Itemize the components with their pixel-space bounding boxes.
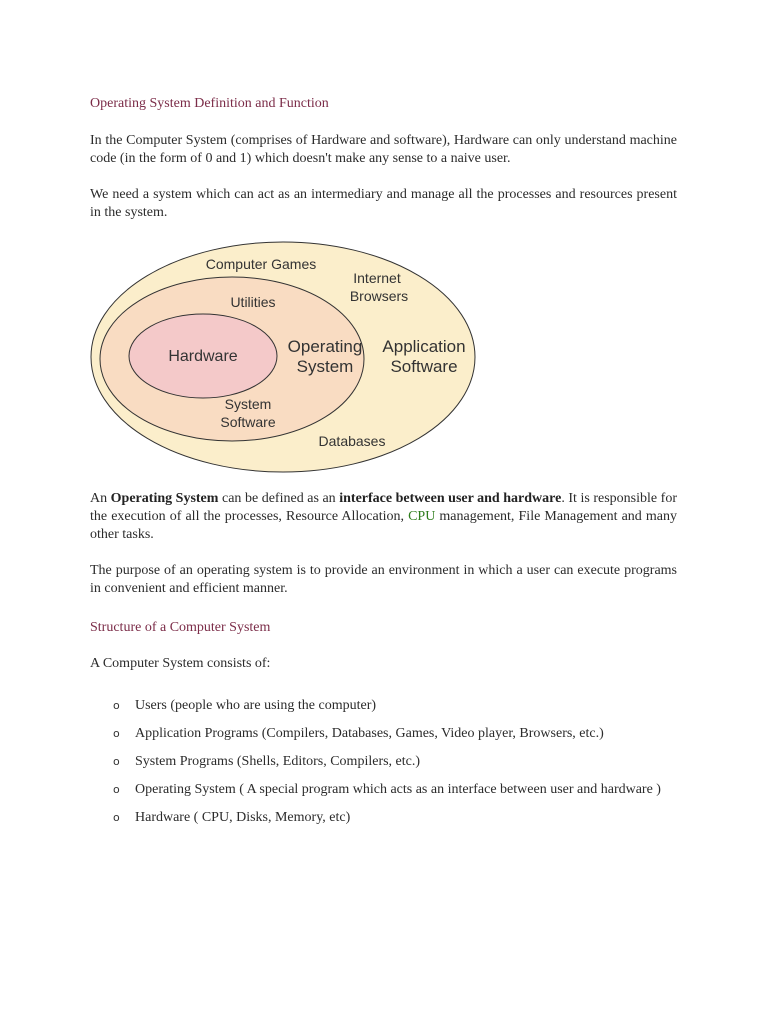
list-item	[90, 806, 677, 830]
bullet-icon: o	[113, 811, 120, 824]
def-bold-interface: interface between user and hardware	[339, 491, 562, 506]
list-item	[90, 694, 677, 718]
consists-paragraph: A Computer System consists of:	[90, 656, 271, 671]
label-utilities: Utilities	[230, 294, 276, 310]
label-operating-system: System	[296, 357, 354, 376]
def-text-2: can be defined as an	[218, 491, 340, 506]
list-item-text: Application Programs (Compilers, Databases, Games, Video player, Browsers, etc.)	[135, 726, 604, 741]
list-item-text: System Programs (Shells, Editors, Compilers, etc.)	[135, 754, 421, 769]
components-list	[90, 694, 677, 834]
label-system: System	[224, 396, 272, 412]
section-heading-os-definition: Operating System Definition and Function	[90, 96, 329, 111]
label-application-software: Software	[390, 357, 458, 376]
label-application: Application	[382, 337, 466, 356]
cpu-link[interactable]: CPU	[408, 509, 436, 524]
list-item	[90, 722, 677, 746]
label-operating: Operating	[287, 337, 363, 356]
label-hardware: Hardware	[168, 348, 238, 365]
def-bold-os: Operating System	[110, 491, 219, 506]
list-item-text: Operating System ( A special program which acts as an interface between user and hardware )	[135, 782, 661, 797]
list-item-text: Users (people who are using the computer)	[135, 698, 377, 713]
list-item	[90, 750, 677, 774]
label-system-software: Software	[220, 414, 276, 430]
intro-paragraph-2: We need a system which can act as an intermediary and manage all the processes and resources present in the system.	[90, 187, 677, 220]
bullet-icon: o	[113, 783, 120, 796]
def-text-4: management, File Management and many other tasks.	[90, 509, 677, 542]
purpose-paragraph: The purpose of an operating system is to provide an environment in which a user can execute programs in convenient and efficient manner.	[90, 563, 677, 596]
list-item-text: Hardware ( CPU, Disks, Memory, etc)	[135, 810, 351, 825]
bullet-icon: o	[113, 699, 120, 712]
def-text-1: An	[90, 491, 111, 506]
bullet-icon: o	[113, 755, 120, 768]
intro-paragraph-1: In the Computer System (comprises of Hardware and software), Hardware can only understand machine code (in the form of 0 and 1) which doesn't make any sense to a naive user.	[90, 133, 677, 166]
def-text-3: . It is responsible for the execution of all the processes, Resource Allocation,	[90, 491, 677, 524]
label-computer-games: Computer Games	[205, 256, 317, 272]
bullet-icon: o	[113, 727, 120, 740]
label-browsers: Browsers	[349, 288, 409, 304]
section-heading-structure: Structure of a Computer System	[90, 620, 271, 635]
os-layers-diagram	[90, 238, 490, 476]
definition-paragraph	[90, 490, 677, 544]
label-internet: Internet	[353, 270, 401, 286]
label-databases: Databases	[318, 433, 386, 449]
list-item	[90, 778, 677, 802]
